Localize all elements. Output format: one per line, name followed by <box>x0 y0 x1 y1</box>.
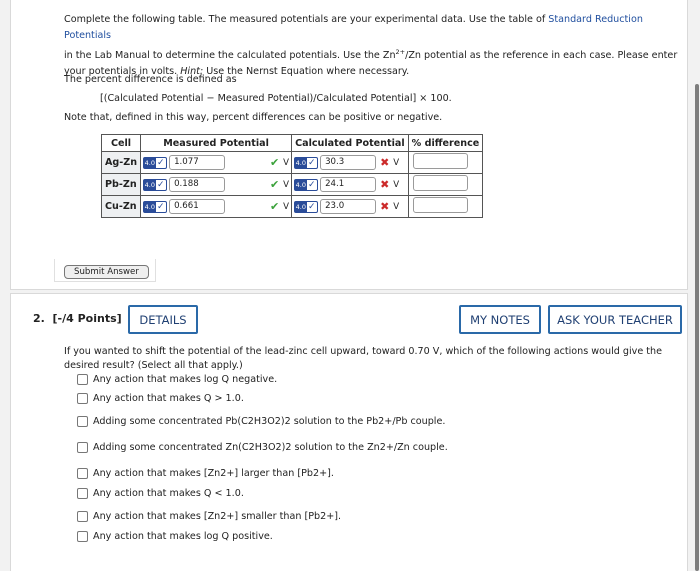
measured-cell: 4.0 ✓ 0.661 ✔ V <box>141 196 292 218</box>
potentials-table <box>101 134 483 218</box>
percent-input[interactable] <box>413 175 468 191</box>
ask-your-teacher-button[interactable]: ASK YOUR TEACHER <box>548 305 682 334</box>
standard-reduction-potentials-link[interactable]: Standard Reduction Potentials <box>64 14 643 41</box>
calculated-cell: 4.0 ✓ 30.3 ✖ V <box>292 152 409 174</box>
question-1-instructions: Complete the following table. The measured potentials are your experimental data. Use the table of Standard Reduction Potentials in the Lab Manual to determine the calculated potentials. Use the $Zn^{2+}/Zn$ potential as the reference in each case. Please enter your potentials in volts. Hint: Use the Nernst Equation where necessary. <box>64 14 678 78</box>
correct-check-icon: ✔ <box>269 178 280 191</box>
option-checkbox[interactable]: Any action that makes Q > 1.0. <box>77 393 244 404</box>
cell-name: Ag-Zn <box>102 152 141 174</box>
header-calculated: Calculated Potential <box>292 135 409 152</box>
header-measured: Measured Potential <box>141 135 292 152</box>
option-checkbox[interactable]: Adding some concentrated Zn(C2H3O2)2 solution to the Zn2+/Zn couple. <box>77 442 448 453</box>
details-button[interactable]: DETAILS <box>128 305 198 334</box>
cell-name: Cu-Zn <box>102 196 141 218</box>
incorrect-x-icon: ✖ <box>380 156 390 169</box>
question-2-text: If you wanted to shift the potential of the lead-zinc cell upward, toward 0.70 V, which of the following actions would give the desired result? (Select all that apply.) <box>64 346 663 371</box>
percent-cell <box>408 196 483 218</box>
calculated-cell: 4.0 ✓ 23.0 ✖ V <box>292 196 409 218</box>
checkbox-icon[interactable] <box>77 468 88 479</box>
attempts-badge-icon: 4.0 ✓ <box>294 157 318 169</box>
attempts-badge-icon: 4.0 ✓ <box>143 201 167 213</box>
attempts-badge-icon: 4.0 ✓ <box>294 179 318 191</box>
calculated-input[interactable]: 30.3 <box>320 155 376 170</box>
percent-difference-label: The percent difference is defined as <box>64 74 237 85</box>
attempts-badge-icon: 4.0 ✓ <box>143 157 167 169</box>
attempts-badge-icon: 4.0 ✓ <box>294 201 318 213</box>
cell-name: Pb-Zn <box>102 174 141 196</box>
calculated-input[interactable]: 23.0 <box>320 199 376 214</box>
table-row <box>102 174 483 196</box>
header-percent: % difference <box>408 135 483 152</box>
checkbox-icon[interactable] <box>77 531 88 542</box>
option-checkbox[interactable]: Any action that makes log Q positive. <box>77 531 273 542</box>
option-checkbox[interactable]: Adding some concentrated Pb(C2H3O2)2 solution to the Pb2+/Pb couple. <box>77 416 445 427</box>
calculated-input[interactable]: 24.1 <box>320 177 376 192</box>
option-checkbox[interactable]: Any action that makes Q < 1.0. <box>77 488 244 499</box>
option-checkbox[interactable]: Any action that makes log Q negative. <box>77 374 277 385</box>
checkbox-icon[interactable] <box>77 511 88 522</box>
checkbox-icon[interactable] <box>77 393 88 404</box>
question-2-card <box>10 293 688 571</box>
percent-difference-formula: [(Calculated Potential − Measured Potential)/Calculated Potential] × 100. <box>100 93 452 104</box>
table-row <box>102 196 483 218</box>
measured-cell: 4.0 ✓ 1.077 ✔ V <box>141 152 292 174</box>
option-checkbox[interactable]: Any action that makes [Zn2+] larger than [Pb2+]. <box>77 468 334 479</box>
attempts-badge-icon: 4.0 ✓ <box>143 179 167 191</box>
calculated-cell: 4.0 ✓ 24.1 ✖ V <box>292 174 409 196</box>
submit-answer-button[interactable]: Submit Answer <box>64 265 149 279</box>
measured-input[interactable]: 0.188 <box>169 177 225 192</box>
percent-difference-note: Note that, defined in this way, percent differences can be positive or negative. <box>64 112 443 123</box>
percent-cell <box>408 174 483 196</box>
incorrect-x-icon: ✖ <box>380 178 390 191</box>
my-notes-button[interactable]: MY NOTES <box>459 305 541 334</box>
scrollbar[interactable] <box>695 84 699 571</box>
percent-input[interactable] <box>413 197 468 213</box>
measured-input[interactable]: 0.661 <box>169 199 225 214</box>
percent-cell <box>408 152 483 174</box>
table-row <box>102 152 483 174</box>
header-cell: Cell <box>102 135 141 152</box>
correct-check-icon: ✔ <box>269 200 280 213</box>
measured-input[interactable]: 1.077 <box>169 155 225 170</box>
question-2-header: 2. [-/4 Points] <box>33 312 122 325</box>
option-checkbox[interactable]: Any action that makes [Zn2+] smaller than [Pb2+]. <box>77 511 341 522</box>
checkbox-icon[interactable] <box>77 442 88 453</box>
measured-cell: 4.0 ✓ 0.188 ✔ V <box>141 174 292 196</box>
correct-check-icon: ✔ <box>269 156 280 169</box>
incorrect-x-icon: ✖ <box>380 200 390 213</box>
checkbox-icon[interactable] <box>77 488 88 499</box>
checkbox-icon[interactable] <box>77 416 88 427</box>
percent-input[interactable] <box>413 153 468 169</box>
checkbox-icon[interactable] <box>77 374 88 385</box>
